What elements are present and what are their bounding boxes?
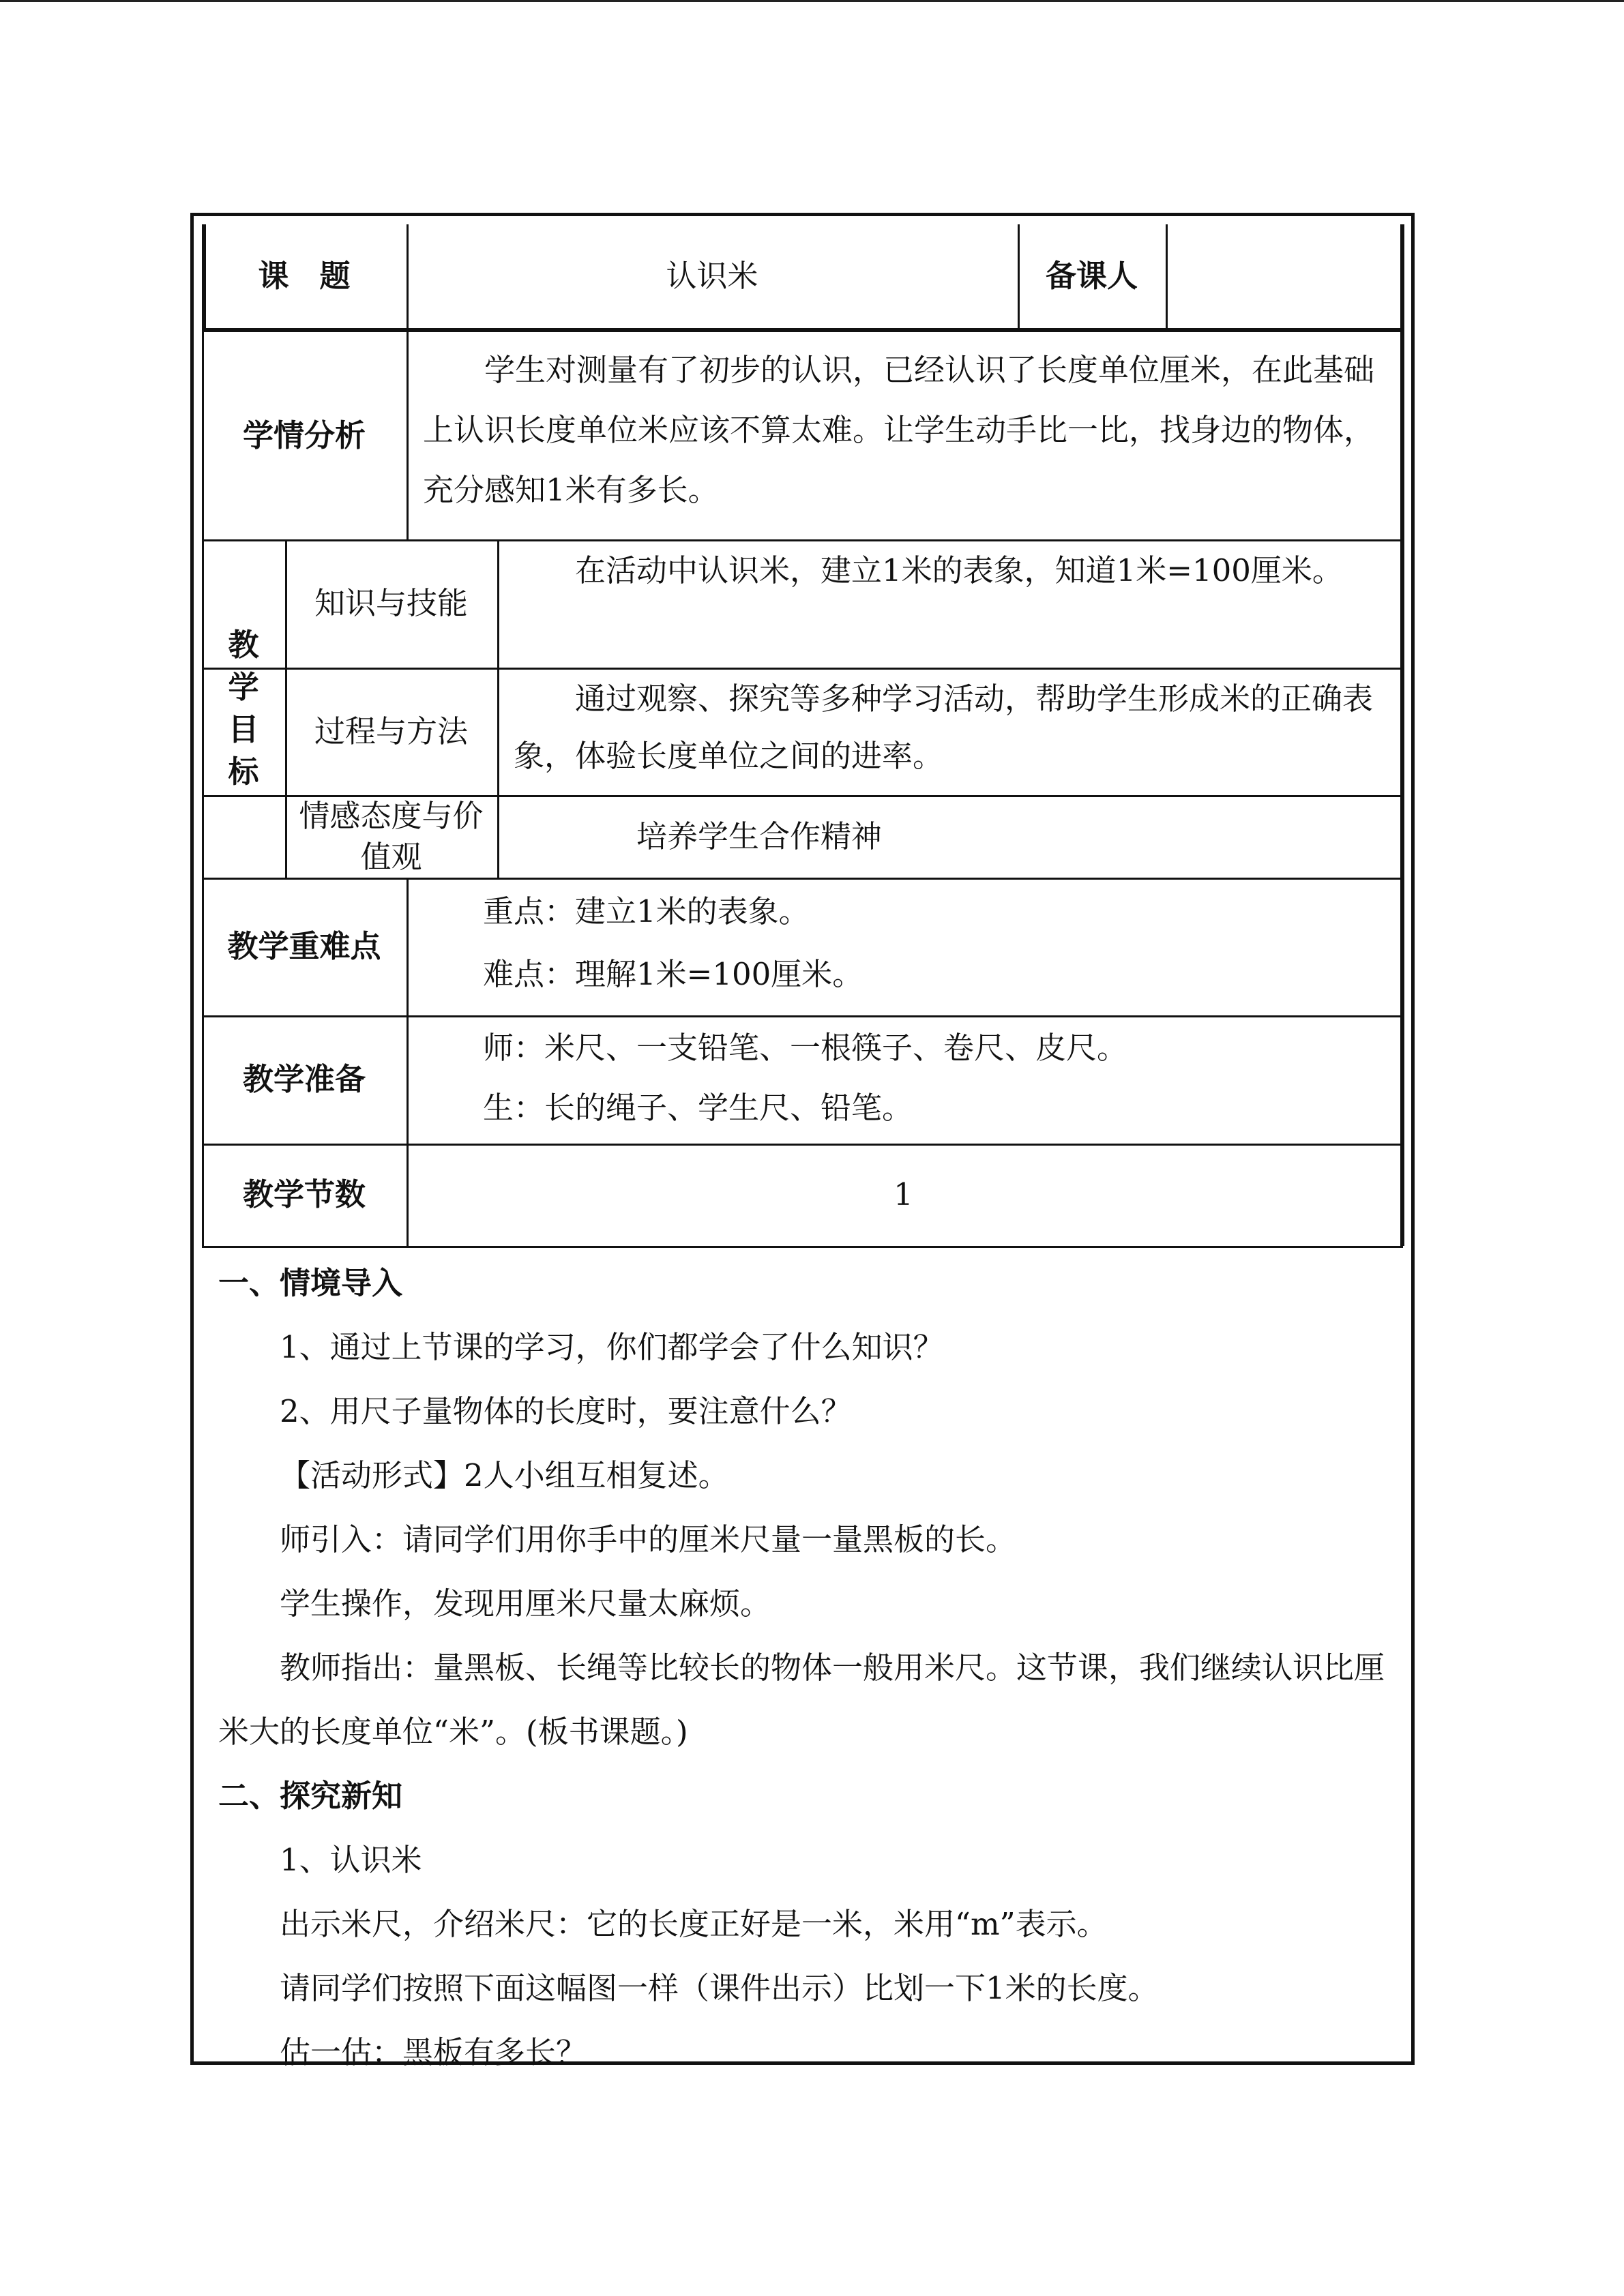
- goal-process-label: 过程与方法: [314, 713, 468, 749]
- goals-label-char: 标: [228, 754, 259, 790]
- section-title: 二、探究新知: [218, 1778, 403, 1814]
- process-line: 2、用尺子量物体的长度时，要注意什么？: [280, 1393, 852, 1429]
- process-line: 1、通过上节课的学习，你们都学会了什么知识？: [280, 1329, 944, 1365]
- preparation-line: 师：米尺、一支铅笔、一根筷子、卷尺、皮尺。: [483, 1030, 1128, 1066]
- key-points-content: [407, 878, 1400, 1015]
- key-point-line: 重点：建立1米的表象。: [483, 893, 810, 929]
- process-line: 师引入：请同学们用你手中的厘米尺量一量黑板的长。: [280, 1521, 1017, 1557]
- periods-value: 1: [894, 1176, 913, 1213]
- process-line: 【活动形式】2人小组互相复述。: [280, 1457, 729, 1493]
- process-line: 出示米尺，介绍米尺：它的长度正好是一米，米用“m”表示。: [280, 1906, 1108, 1942]
- goal-process-text: 通过观察、探究等多种学习活动，帮助学生形成米的正确表象，体验长度单位之间的进率。: [514, 681, 1374, 774]
- topic-value: 认识米: [666, 258, 758, 295]
- goals-label-char: 学: [228, 669, 259, 705]
- goals-label: [202, 539, 285, 878]
- topic-label: 课 题: [258, 258, 351, 295]
- goal-knowledge-text: 在活动中认识米，建立1米的表象，知道1米=100厘米。: [575, 552, 1343, 588]
- process-line: 学生操作，发现用厘米尺量太麻烦。: [280, 1585, 771, 1622]
- analysis-text: 学生对测量有了初步的认识，已经认识了长度单位厘米，在此基础上认识长度单位米应该不算太难。让学生动手比一比，找身边的物体，充分感知1米有多长。: [423, 352, 1375, 508]
- periods-label: 教学节数: [242, 1176, 366, 1213]
- goals-label-char: 目: [228, 711, 259, 747]
- section-title: 一、情境导入: [218, 1265, 403, 1301]
- process-line: 估一估：黑板有多长？: [280, 2034, 587, 2070]
- analysis-label: 学情分析: [242, 417, 366, 454]
- col-divider: [1400, 224, 1404, 1246]
- goal-attitude-text: [497, 795, 1400, 878]
- process-line: 1、认识米: [280, 1842, 422, 1878]
- row-divider: [202, 1246, 1403, 1248]
- preparation-content: [407, 1015, 1400, 1144]
- key-points-label: 教学重难点: [227, 928, 381, 965]
- process-paragraph: 教师指出：量黑板、长绳等比较长的物体一般用米尺。这节课，我们继续认识比厘米大的长度单位“米”。(板书课题。): [218, 1650, 1385, 1750]
- teaching-process: [218, 1251, 1387, 2085]
- preparation-line: 生：长的绳子、学生尺、铅笔。: [483, 1090, 913, 1126]
- goal-attitude-value: 培养学生合作精神: [636, 818, 883, 854]
- lesson-plan-table: [190, 213, 1415, 2070]
- preparer-label: 备课人: [1045, 258, 1138, 295]
- preparation-label: 教学准备: [242, 1061, 366, 1098]
- preparer-value: [1166, 224, 1400, 328]
- goals-label-char: 教: [228, 627, 259, 663]
- process-line: 请同学们按照下面这幅图一样（课件出示）比划一下1米的长度。: [280, 1970, 1159, 2006]
- page-top-border: [0, 0, 1624, 2]
- key-point-line: 难点：理解1米=100厘米。: [483, 956, 863, 992]
- goal-knowledge-label: 知识与技能: [314, 585, 468, 622]
- goal-attitude-label: 情感态度与价值观: [299, 797, 484, 875]
